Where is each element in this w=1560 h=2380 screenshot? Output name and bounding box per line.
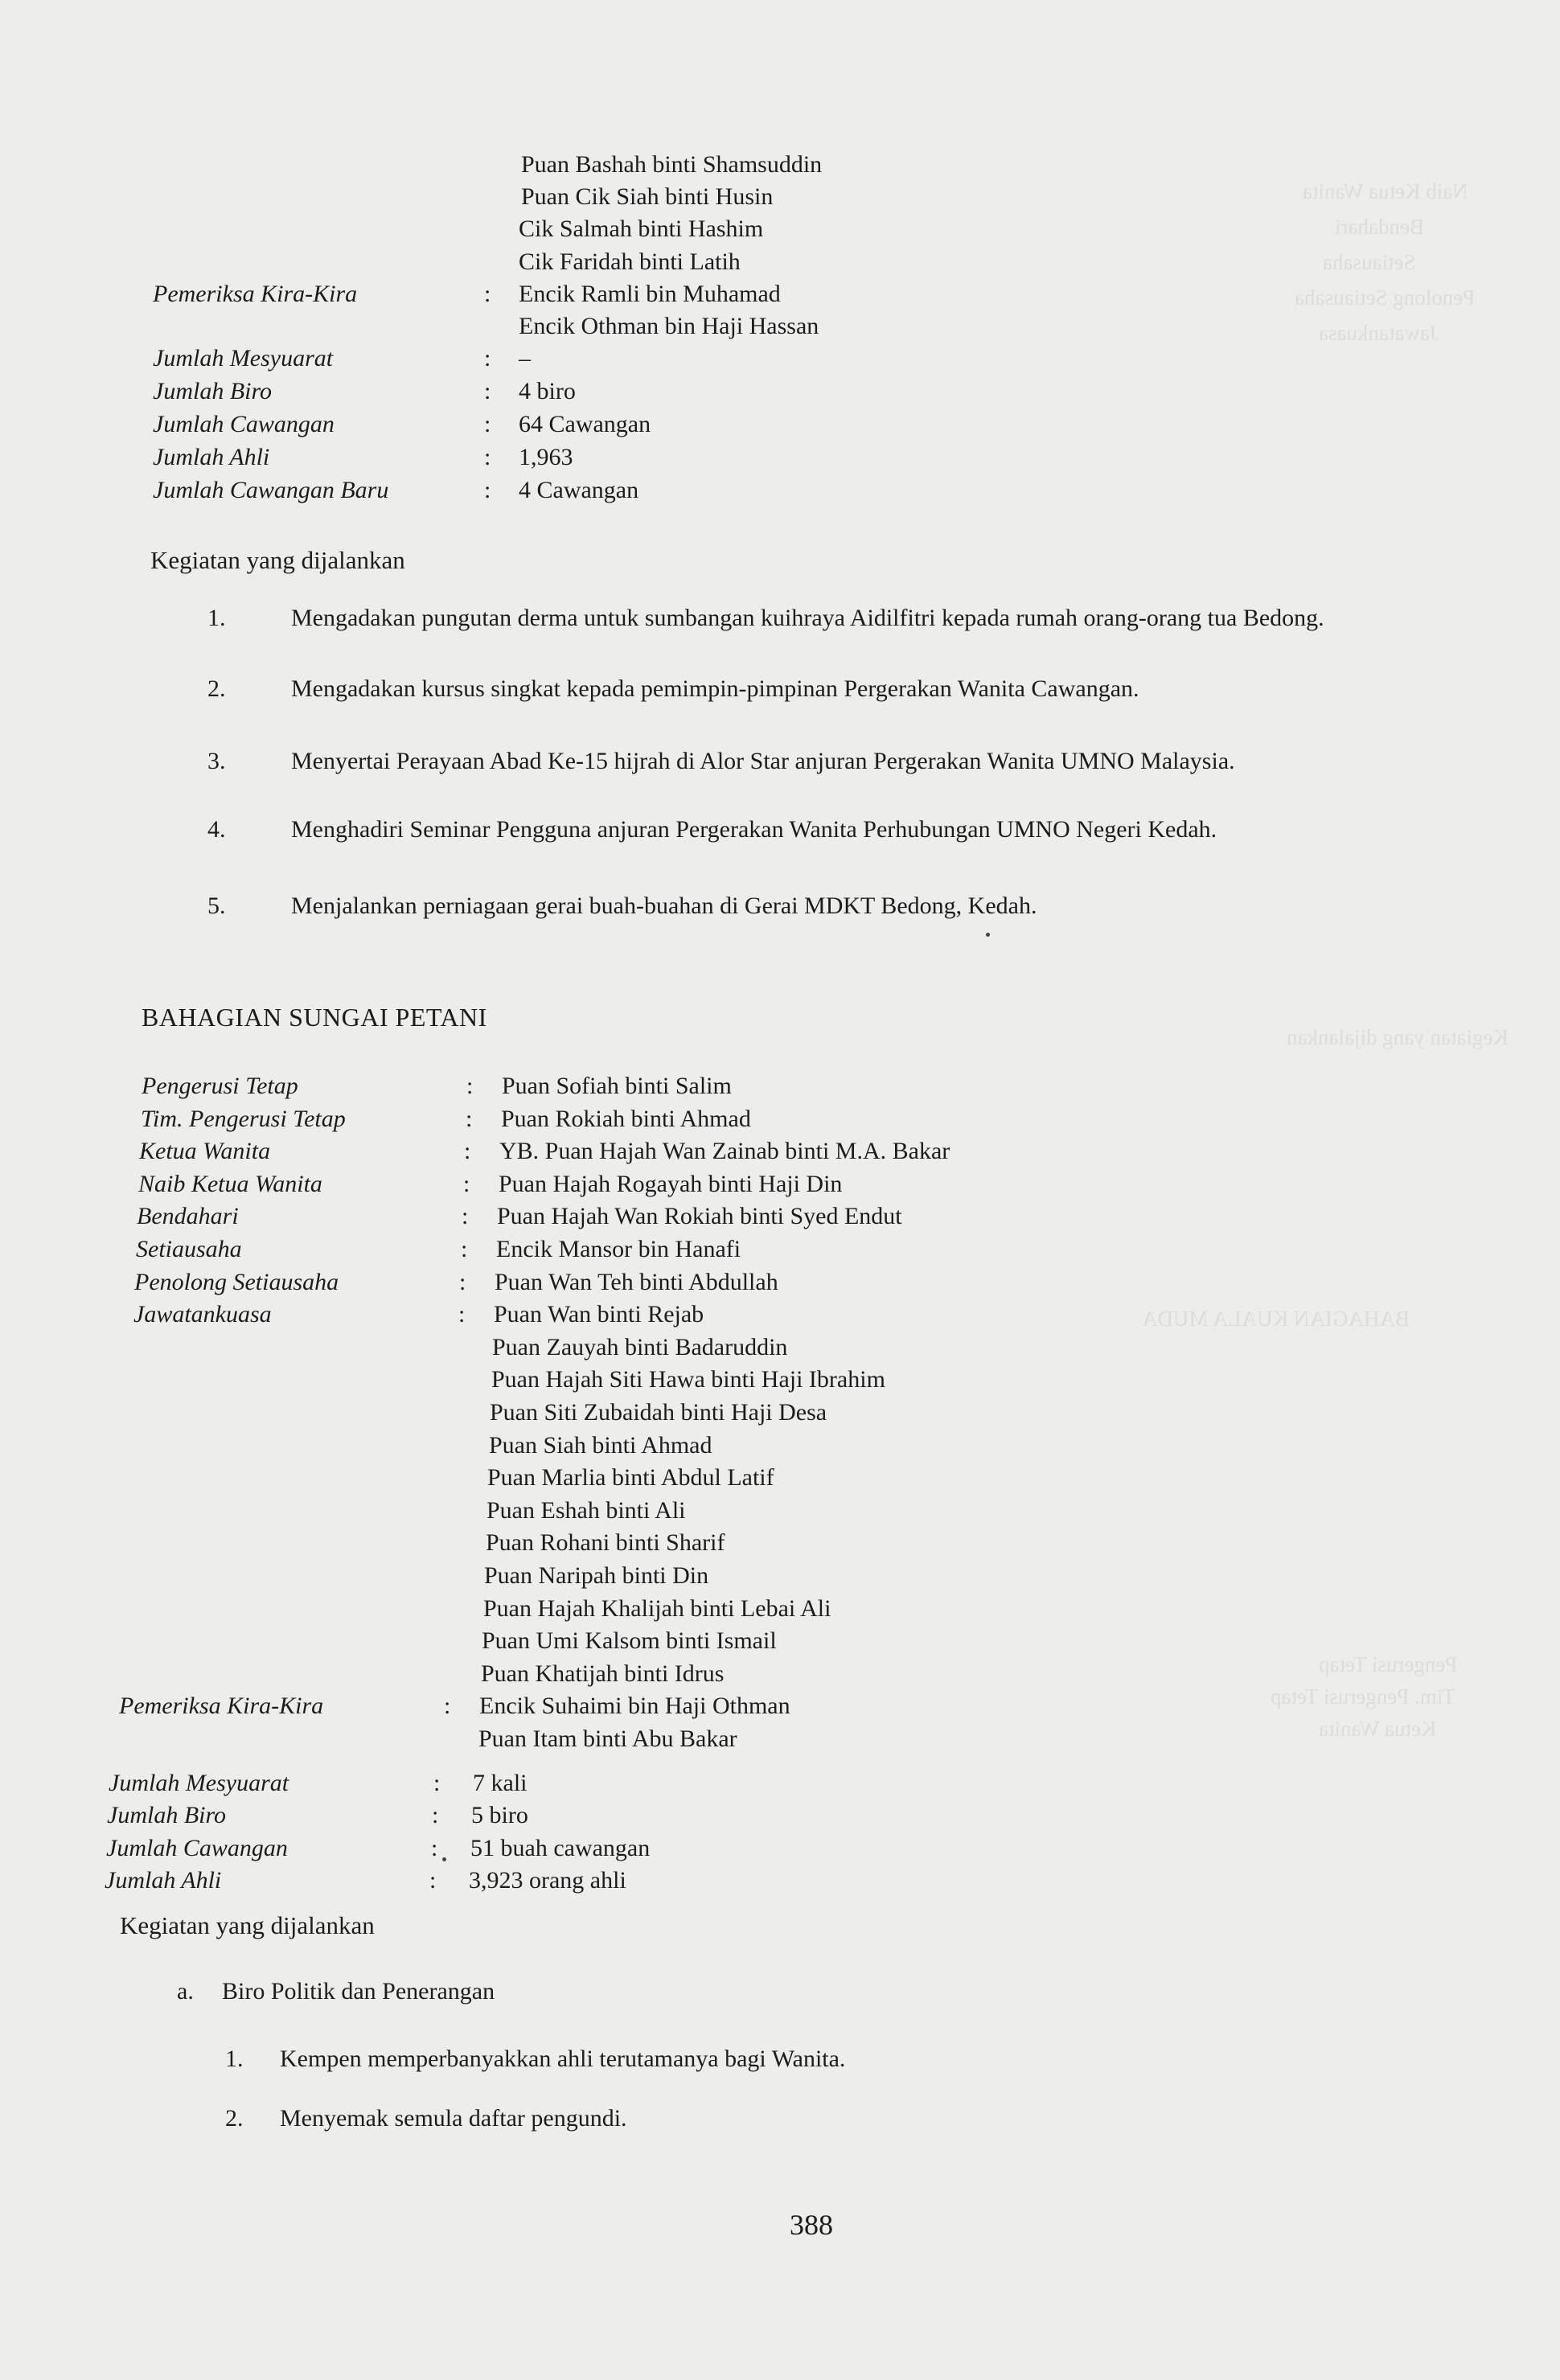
activity-text: Menjalankan perniagaan gerai buah-buahan di Gerai MDKT Bedong, Kedah. — [291, 892, 1037, 919]
section-title: BAHAGIAN SUNGAI PETANI — [142, 1003, 487, 1032]
committee-member: Puan Marlia binti Abdul Latif — [487, 1464, 774, 1492]
row-label: Naib Ketua Wanita — [138, 1170, 322, 1197]
activity-text: Mengadakan kursus singkat kepada pemimpin-pimpinan Pergerakan Wanita Cawangan. — [291, 675, 1139, 702]
committee-name: Cik Faridah binti Latih — [519, 248, 741, 275]
activity-number: 2. — [207, 675, 226, 702]
row-colon: : — [484, 345, 491, 372]
row-colon: : — [484, 378, 491, 405]
speck — [986, 933, 990, 937]
row-label: Penolong Setiausaha — [134, 1268, 339, 1295]
row-value: Puan Sofiah binti Salim — [502, 1073, 732, 1099]
row-label: Jumlah Cawangan — [153, 411, 335, 438]
row-colon: : — [461, 1236, 468, 1262]
row-colon: : — [464, 1138, 471, 1165]
row-label: Jumlah Ahli — [153, 444, 270, 471]
row-label: Bendahari — [137, 1203, 239, 1230]
row-label: Jumlah Biro — [153, 378, 273, 405]
document-page: Naib Ketua Wanita Bendahari Setiausaha Penolong Setiausaha Jawatankuasa Kegiatan yang dijalankan BAHAGIAN KUALA MUDA Pengerusi Tetap Tim. Pengerusi Tetap Ketua Wanita Puan Bashah binti Shamsuddin Puan Cik Siah binti Husin Cik Salmah binti Hashim Cik Faridah binti Latih Pemeriksa Kira-Kira : Encik Ramli bin Muhamad Encik Othman bin Haji Hassan Jumlah Mesyuarat : – Jumlah Biro : 4 biro Jumlah Cawangan : 64 Cawangan Jumlah Ahli : 1,963 Jumlah Cawangan Baru : 4 Cawangan Kegiatan yang dijalankan 1. Mengadakan pungutan derma untuk sumbangan kuihraya Aidilfitri kepada rumah orang-orang tua Bedong. 2. Mengadakan kursus singkat kepada pemimpin-pimpinan Pergerakan Wanita Cawangan. 3. Menyertai Perayaan Abad Ke-15 hijrah di Alor Star anjuran Pergerakan Wanita UMNO Malaysia. 4. Menghadiri Seminar Pengguna anjuran Pergerakan Wanita Perhubungan UMNO Negeri Kedah. 5. Menjalankan perniagaan gerai buah-buahan di Gerai MDKT Bedong, Kedah. BAHAGIAN SUNGAI PETANI Pengerusi Tetap : Puan Sofiah binti Salim Tim. Pengerusi Tetap : Puan Rokiah binti Ahmad Ketua Wanita : YB. Puan Hajah Wan Zainab binti M.A. Bakar Naib Ketua Wanita : Puan Hajah Rogayah binti Haji Din Bendahari : Puan Hajah Wan Rokiah binti Syed Endut Setiausaha : Encik Mansor bin Hanafi Penolong Setiausaha : Puan Wan Teh binti Abdullah Jawatankuasa : Puan Wan binti Rejab Puan Zauyah binti Badaruddin Puan Hajah Siti Hawa binti Haji Ibrahim Puan Siti Zubaidah binti Haji Desa Puan Siah binti Ahmad Puan Marlia binti Abdul Latif Puan Eshah binti Ali Puan Rohani binti Sharif Puan Naripah binti Din Puan Hajah Khalijah binti Lebai Ali Puan Umi Kalsom binti Ismail Puan Khatijah binti Idrus Pemeriksa Kira-Kira : Encik Suhaimi bin Haji Othman Puan Itam binti Abu Bakar Jumlah Mesyuarat : 7 kali Jumlah Biro : 5 biro Jumlah Cawangan : 51 buah cawangan Jumlah Ahli : 3,923 orang ahli Kegiatan yang dijalankan a. Biro Politik dan Penerangan 1. Kempen memperbanyakkan ahli terutamanya bagi Wanita. 2. Menyemak semula daftar pengundi. 388 — [0, 0, 1560, 2380]
row-value: Encik Ramli bin Muhamad — [519, 280, 781, 307]
row-label: Tim. Pengerusi Tetap — [141, 1105, 346, 1132]
committee-member: Puan Hajah Khalijah binti Lebai Ali — [483, 1594, 831, 1622]
row-colon: : — [458, 1301, 466, 1328]
row-colon: : — [462, 1203, 469, 1230]
row-label: Jumlah Cawangan Baru — [153, 477, 389, 504]
row-colon: : — [484, 477, 491, 504]
total-value: 7 kali — [473, 1769, 528, 1796]
row-colon: : — [431, 1834, 438, 1861]
row-colon: : — [459, 1268, 466, 1295]
activity-number: 3. — [207, 748, 226, 774]
biro-title: Biro Politik dan Penerangan — [222, 1978, 495, 2005]
row-label: Setiausaha — [136, 1236, 242, 1262]
row-value: Encik Othman bin Haji Hassan — [519, 313, 819, 339]
committee-member: Puan Eshah binti Ali — [486, 1496, 686, 1524]
committee-member: Puan Wan binti Rejab — [494, 1301, 704, 1328]
total-value: 5 biro — [471, 1802, 528, 1829]
row-value: 4 biro — [519, 378, 576, 405]
activities-heading-2: Kegiatan yang dijalankan — [120, 1911, 375, 1939]
row-label: Jawatankuasa — [133, 1301, 272, 1328]
row-value: – — [519, 345, 531, 372]
row-value: Puan Wan Teh binti Abdullah — [495, 1268, 778, 1295]
committee-name: Cik Salmah binti Hashim — [519, 215, 764, 243]
row-colon: : — [484, 280, 491, 307]
biro-letter: a. — [177, 1978, 194, 2005]
committee-member: Puan Naripah binti Din — [484, 1562, 709, 1589]
speck — [442, 1857, 446, 1861]
total-value: 51 buah cawangan — [470, 1834, 651, 1861]
committee-member: Puan Hajah Siti Hawa binti Haji Ibrahim — [491, 1366, 885, 1393]
row-colon: : — [466, 1073, 474, 1099]
row-colon: : — [432, 1802, 439, 1829]
total-label: Jumlah Ahli — [105, 1867, 222, 1894]
activity-text: Menyemak semula daftar pengundi. — [280, 2105, 627, 2132]
row-value: 1,963 — [519, 444, 573, 471]
activities-heading-1: Kegiatan yang dijalankan — [150, 546, 405, 574]
row-value: Puan Itam binti Abu Bakar — [478, 1726, 737, 1752]
row-colon: : — [484, 411, 491, 438]
activity-number: 2. — [225, 2105, 244, 2132]
activity-number: 1. — [225, 2046, 244, 2072]
row-value: Puan Hajah Rogayah binti Haji Din — [499, 1170, 843, 1197]
row-value: 4 Cawangan — [519, 477, 639, 504]
row-value: Encik Mansor bin Hanafi — [496, 1236, 741, 1262]
committee-member: Puan Khatijah binti Idrus — [481, 1660, 725, 1687]
row-label: Jumlah Mesyuarat — [153, 345, 334, 372]
committee-name: Puan Cik Siah binti Husin — [521, 183, 774, 211]
row-value: Encik Suhaimi bin Haji Othman — [479, 1693, 790, 1720]
row-label: Pemeriksa Kira-Kira — [153, 280, 358, 307]
row-colon: : — [463, 1170, 470, 1197]
page-number: 388 — [790, 2209, 833, 2241]
committee-member: Puan Umi Kalsom binti Ismail — [482, 1627, 777, 1655]
row-colon: : — [429, 1867, 437, 1894]
activity-number: 5. — [207, 892, 226, 919]
row-value: 64 Cawangan — [519, 411, 651, 438]
row-colon: : — [484, 444, 491, 471]
committee-member: Puan Siah binti Ahmad — [489, 1431, 712, 1459]
committee-member: Puan Siti Zubaidah binti Haji Desa — [490, 1399, 827, 1426]
row-value: Puan Hajah Wan Rokiah binti Syed Endut — [497, 1203, 902, 1230]
row-label: Pemeriksa Kira-Kira — [119, 1693, 324, 1720]
activity-number: 1. — [207, 605, 226, 631]
activity-text: Menyertai Perayaan Abad Ke-15 hijrah di Alor Star anjuran Pergerakan Wanita UMNO Malaysia. — [291, 748, 1235, 774]
row-colon: : — [433, 1769, 441, 1796]
row-label: Ketua Wanita — [139, 1138, 271, 1165]
activity-text: Kempen memperbanyakkan ahli terutamanya bagi Wanita. — [280, 2046, 846, 2072]
total-label: Jumlah Mesyuarat — [109, 1769, 289, 1796]
row-colon: : — [466, 1105, 473, 1132]
total-label: Jumlah Cawangan — [106, 1834, 288, 1861]
committee-member: Puan Rohani binti Sharif — [486, 1529, 725, 1557]
row-label: Pengerusi Tetap — [142, 1073, 298, 1099]
activity-text: Mengadakan pungutan derma untuk sumbangan kuihraya Aidilfitri kepada rumah orang-orang tua Bedong. — [291, 605, 1324, 631]
row-colon: : — [444, 1693, 451, 1720]
row-value: Puan Rokiah binti Ahmad — [501, 1105, 751, 1132]
total-label: Jumlah Biro — [107, 1802, 227, 1829]
activity-text: Menghadiri Seminar Pengguna anjuran Pergerakan Wanita Perhubungan UMNO Negeri Kedah. — [291, 816, 1217, 843]
activity-number: 4. — [207, 816, 226, 843]
committee-name: Puan Bashah binti Shamsuddin — [521, 151, 823, 178]
committee-member: Puan Zauyah binti Badaruddin — [492, 1333, 788, 1360]
row-value: YB. Puan Hajah Wan Zainab binti M.A. Bakar — [499, 1138, 950, 1165]
total-value: 3,923 orang ahli — [469, 1867, 626, 1894]
